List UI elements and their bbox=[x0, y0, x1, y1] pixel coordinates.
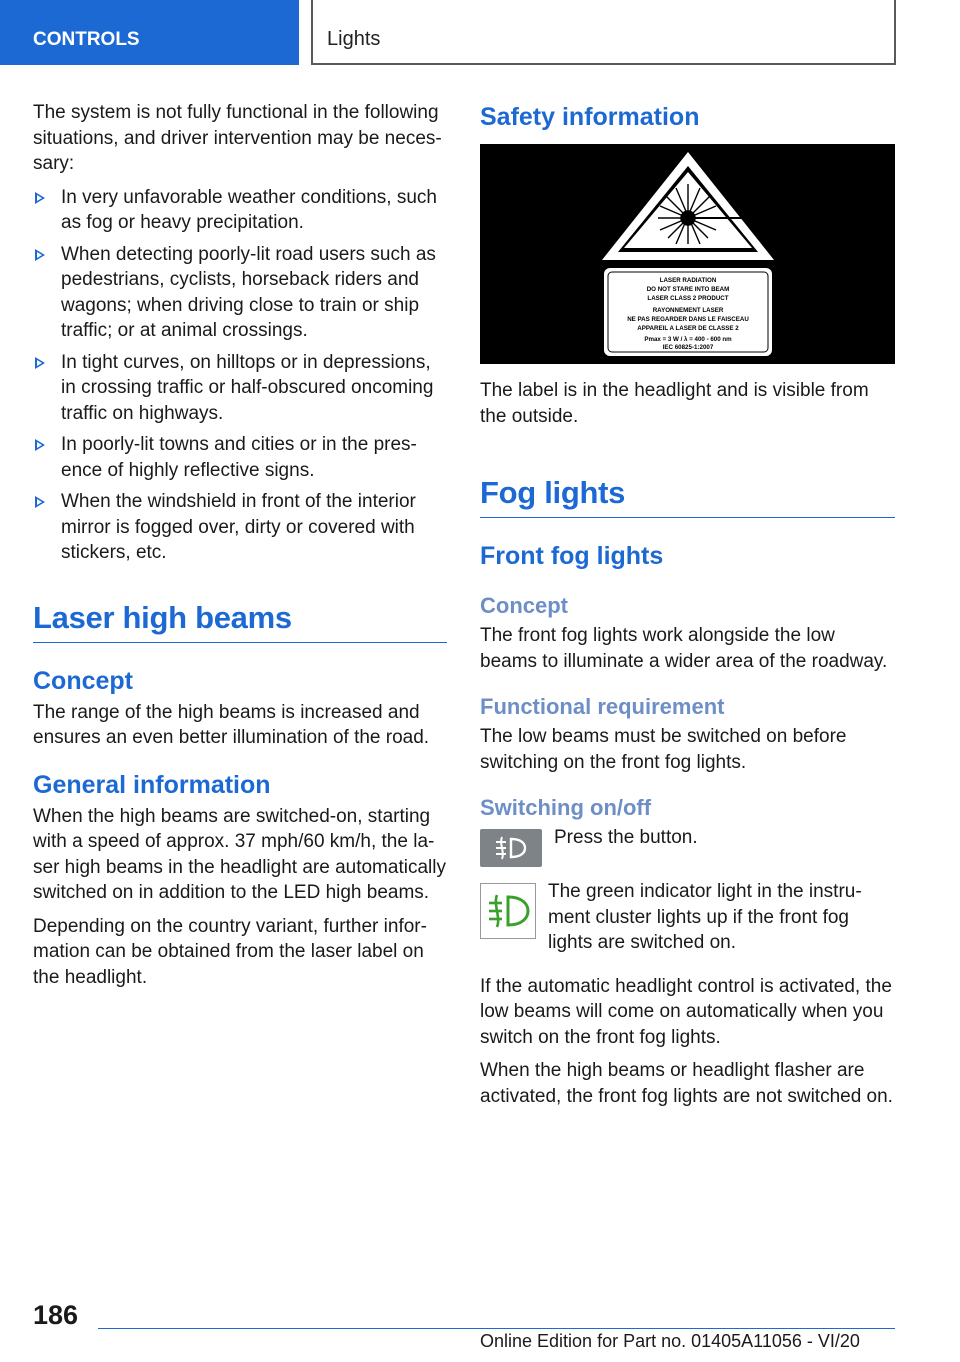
automatic-headlight-paragraph: If the automatic headlight control is activated, the low beams will come on automatically when you switch on the front fog lights. bbox=[480, 975, 892, 1048]
list-item-text: In very unfavorable weather conditions, such as fog or heavy precipitation. bbox=[61, 186, 437, 233]
intro-paragraph: The system is not fully functional in the following situations, and driver intervention may be neces- sary: bbox=[33, 102, 442, 174]
right-column bbox=[480, 103, 895, 1117]
indicator-row bbox=[480, 883, 895, 964]
laser-warning-label-icon bbox=[598, 148, 778, 360]
list-item-text: In poorly-lit towns and cities or in the pres- ence of highly reflective signs. bbox=[61, 434, 417, 481]
functional-requirement-paragraph: The low beams must be switched on before switching on the front fog lights. bbox=[480, 726, 847, 773]
label-caption: The label is in the headlight and is visible from the outside. bbox=[480, 380, 869, 427]
triangle-bullet-icon bbox=[35, 439, 45, 451]
list-item bbox=[33, 242, 447, 344]
page-number: 186 bbox=[33, 1300, 79, 1330]
list-item bbox=[33, 185, 447, 236]
label-line: APPAREIL A LASER DE CLASSE 2 bbox=[636, 325, 739, 332]
front-fog-button-icon bbox=[480, 829, 542, 867]
general-information-heading: General information bbox=[33, 770, 271, 799]
list-item-text: In tight curves, on hilltops or in depressions, in crossing traffic or half-obscured oncoming traffic on highways. bbox=[61, 351, 434, 424]
limitations-list bbox=[33, 185, 447, 566]
fog-lights-heading: Fog lights bbox=[480, 475, 895, 518]
header-chapter-label: Lights bbox=[327, 28, 381, 50]
label-line: RAYONNEMENT LASER bbox=[652, 307, 723, 314]
label-line: LASER RADIATION bbox=[659, 277, 716, 284]
high-beams-paragraph: When the high beams or headlight flasher are activated, the front fog lights are not switched on. bbox=[480, 1060, 893, 1107]
front-fog-concept-paragraph: The front fog lights work alongside the low beams to illuminate a wider area of the roadway. bbox=[480, 625, 888, 672]
triangle-bullet-icon bbox=[35, 496, 45, 508]
label-line: Pmax = 3 W / λ = 400 - 600 nm bbox=[643, 336, 732, 343]
safety-information-heading: Safety information bbox=[480, 103, 700, 131]
label-line: IEC 60825-1:2007 bbox=[662, 344, 713, 351]
laser-high-beams-heading: Laser high beams bbox=[33, 600, 447, 643]
header-chapter-box bbox=[311, 0, 896, 65]
functional-requirement-subheading: Functional requirement bbox=[480, 694, 725, 719]
laser-warning-label-image bbox=[480, 144, 895, 364]
concept-paragraph: The range of the high beams is increased and ensures an even better illumination of the road. bbox=[33, 701, 430, 748]
triangle-bullet-icon bbox=[35, 357, 45, 369]
list-item bbox=[33, 489, 447, 566]
list-item bbox=[33, 432, 447, 483]
concept-heading: Concept bbox=[33, 666, 133, 695]
concept-subheading: Concept bbox=[480, 593, 568, 618]
left-column bbox=[33, 100, 447, 998]
press-button-text: Press the button. bbox=[554, 827, 698, 848]
triangle-bullet-icon bbox=[35, 192, 45, 204]
triangle-bullet-icon bbox=[35, 249, 45, 261]
list-item-text: When the windshield in front of the interior mirror is fogged over, dirty or covered with stickers, etc. bbox=[61, 491, 416, 563]
list-item-text: When detecting poorly-lit road users such as pedestrians, cyclists, horseback riders and wagons; when driving close to train or ship traffic; or at animal crossings. bbox=[61, 243, 436, 341]
general-information-paragraph-2: Depending on the country variant, further infor- mation can be obtained from the laser label on the headlight. bbox=[33, 915, 427, 988]
header-section-label: CONTROLS bbox=[33, 29, 140, 50]
general-information-paragraph-1: When the high beams are switched-on, starting with a speed of approx. 37 mph/60 km/h, the la- ser high beams in the headlight are automatically switched on in addition to the LED high beams. bbox=[33, 805, 446, 903]
footer-rule bbox=[98, 1328, 895, 1329]
front-fog-lights-heading: Front fog lights bbox=[480, 542, 664, 570]
label-line: LASER CLASS 2 PRODUCT bbox=[646, 295, 729, 302]
fog-button-row bbox=[480, 829, 895, 867]
footer-edition: Online Edition for Part no. 01405A11056 - VI/20 bbox=[480, 1331, 860, 1351]
indicator-light-text: The green indicator light in the instru- ment cluster lights up if the front fog lights are switched on. bbox=[548, 881, 862, 953]
label-line: NE PAS REGARDER DANS LE FAISCEAU bbox=[626, 316, 749, 323]
front-fog-indicator-icon bbox=[480, 883, 536, 939]
switching-on-off-subheading: Switching on/off bbox=[480, 795, 652, 820]
label-line: DO NOT STARE INTO BEAM bbox=[646, 286, 729, 293]
list-item bbox=[33, 350, 447, 427]
header-section-tab bbox=[0, 0, 299, 65]
